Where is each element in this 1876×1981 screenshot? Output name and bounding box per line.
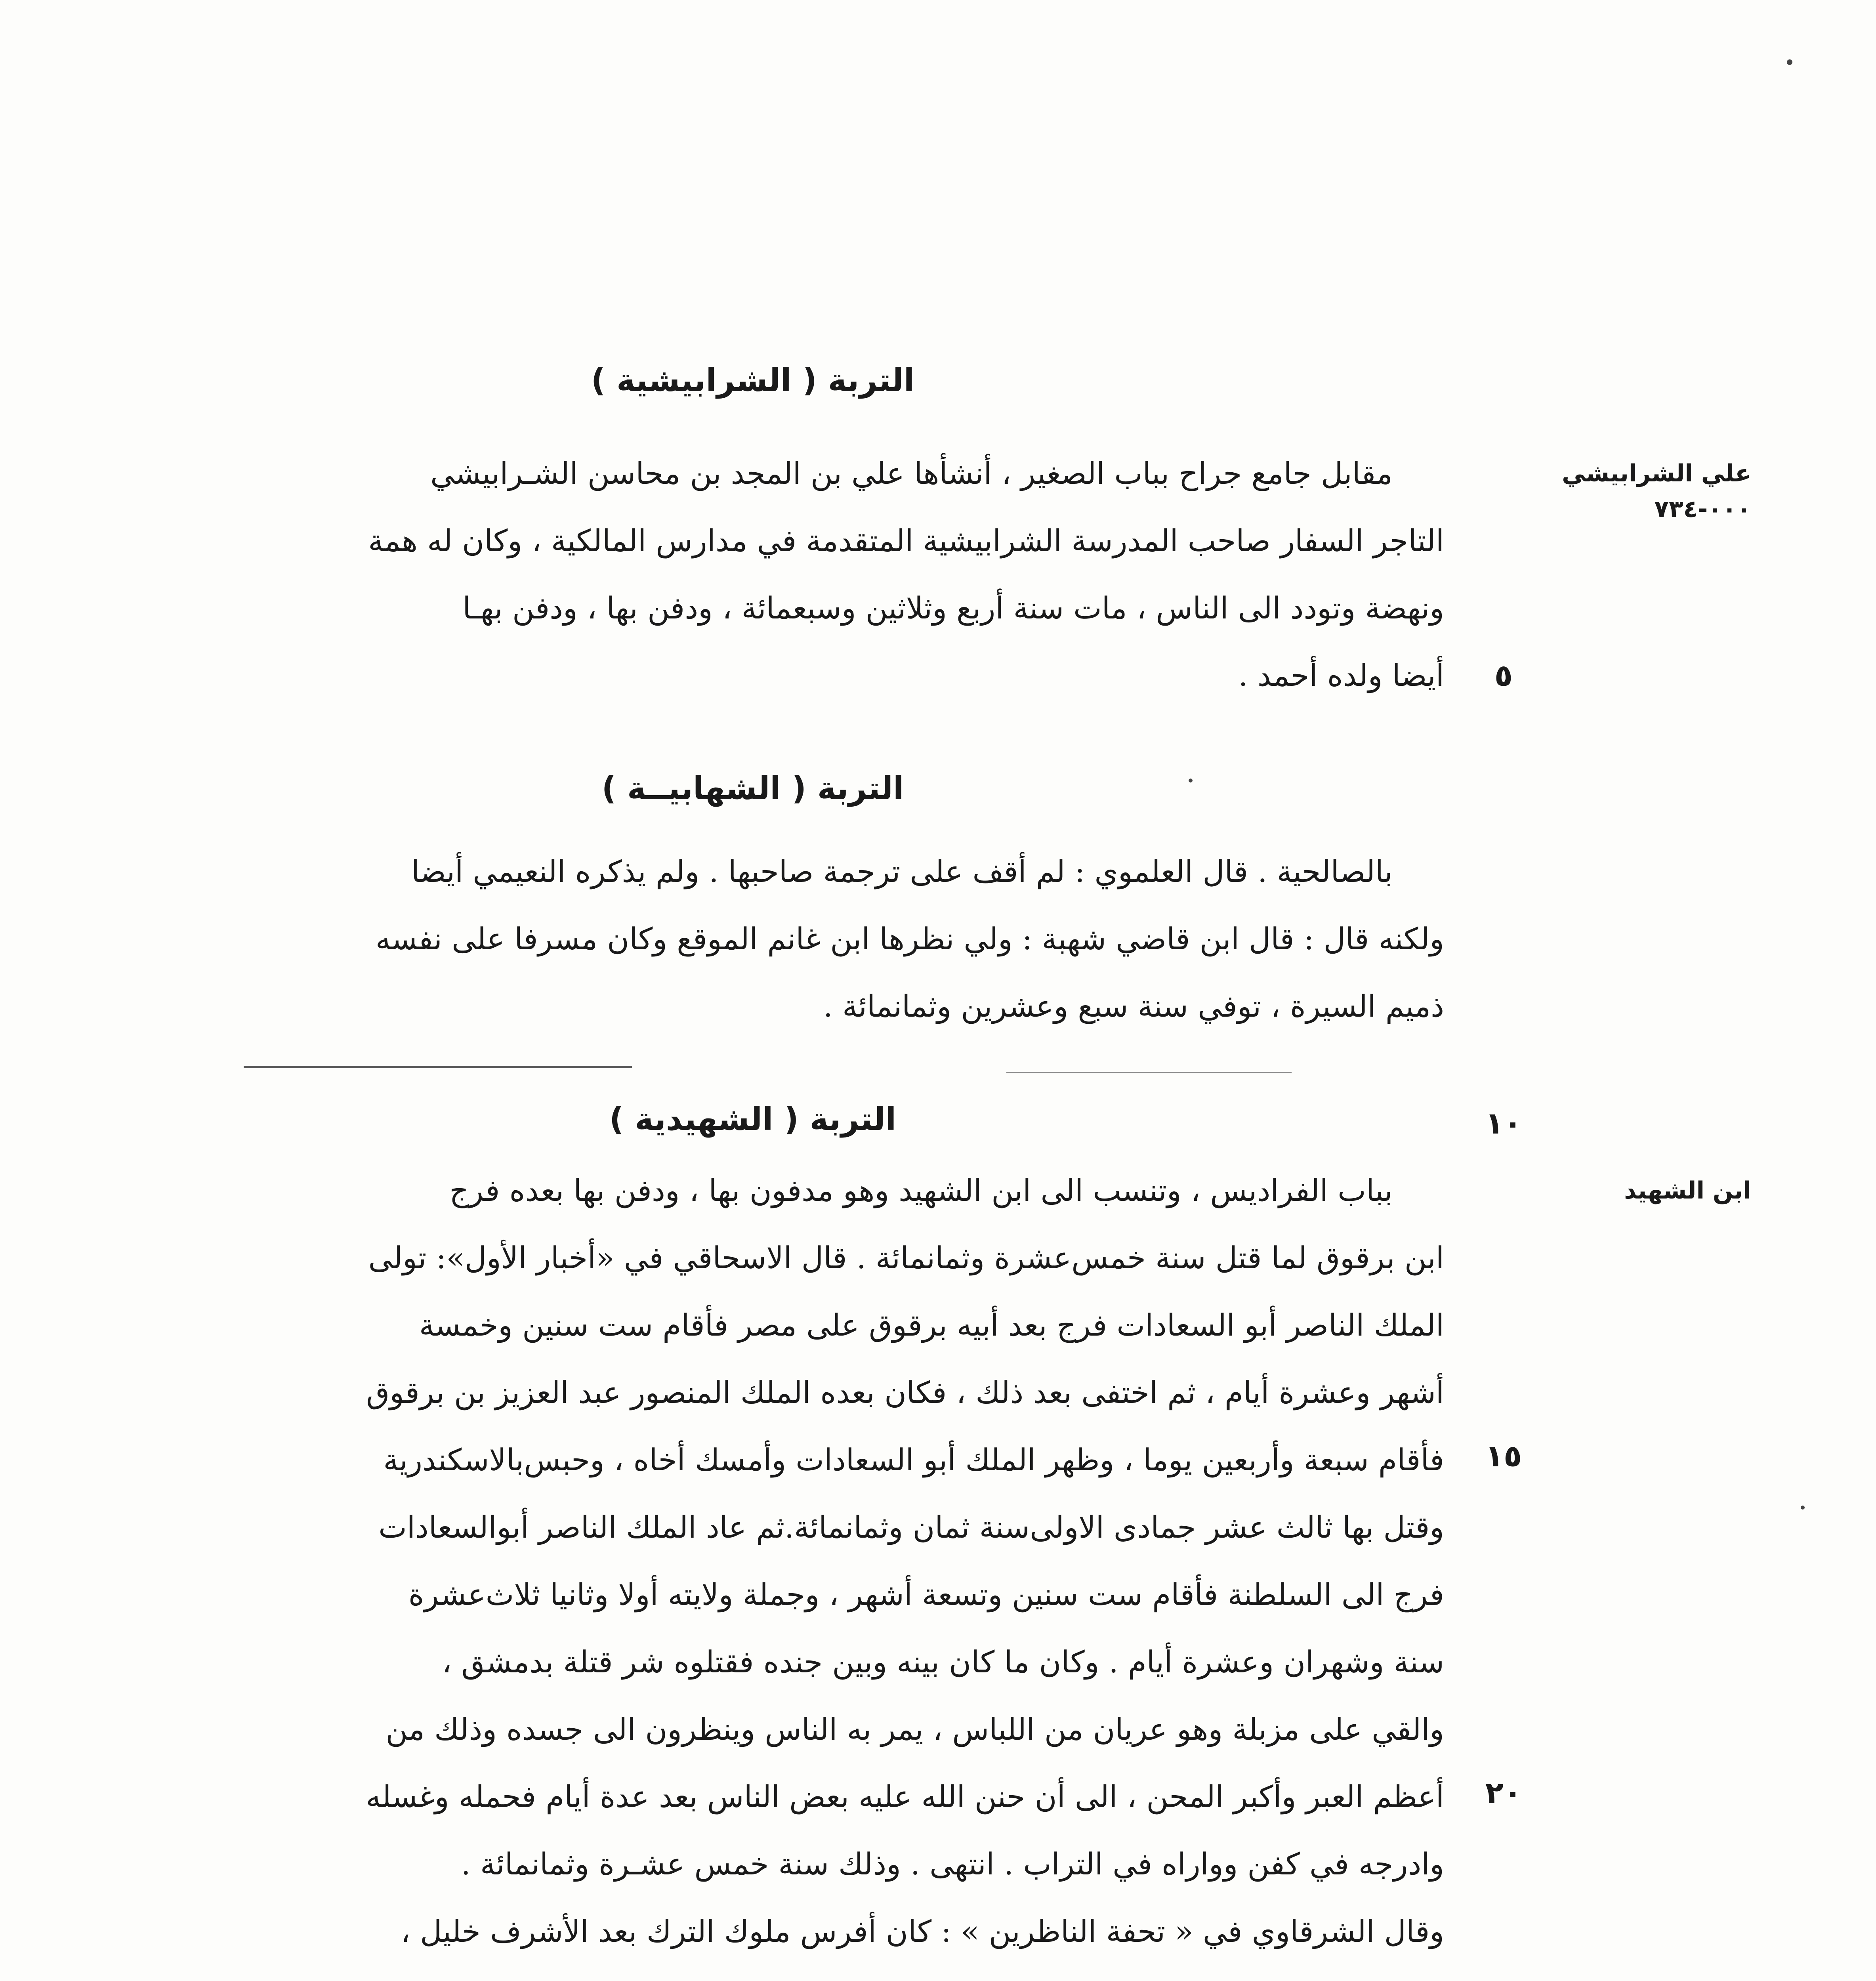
print-speck [1787, 59, 1792, 65]
text-line: ولكنه قال : قال ابن قاضي شهبة : ولي نظرها ابن غانم الموقع وكان مسرفا على نفسه [375, 921, 1444, 956]
text-line: ابن برقوق لما قتل سنة خمس‌عشرة وثمانمائة . قال الاسحاقي في «أخبار الأول»: تولى [368, 1240, 1444, 1275]
text-line: أشهر وعشرة أيام ، ثم اختفى بعد ذلك ، فكان بعده الملك المنصور عبد العزيز بن برقوق [366, 1375, 1444, 1410]
text-line: بالصالحية . قال العلموي : لم أقف على ترجمة صاحبها . ولم يذكره النعيمي أيضا [411, 854, 1393, 889]
text-line: التاجر السفار صاحب المدرسة الشرابيشية المتقدمة في مدارس المالكية ، وكان له همة [368, 523, 1444, 558]
text-line: الملك الناصر أبو السعادات فرج بعد أبيه برقوق على مصر فأقام ست سنين وخمسة [419, 1307, 1444, 1343]
text-line: فرج الى السلطنة فأقام ست سنين وتسعة أشهر ، وجملة ولايته أولا وثانيا ثلاث‌عشرة [408, 1577, 1444, 1612]
print-speck [1801, 1506, 1805, 1510]
text-line: مقابل جامع جراح بباب الصغير ، أنشأها علي بن المجد بن محاسن الشـرابيشي [430, 456, 1393, 491]
section-heading-shihabiyya: التربة ( الشهابيــة ) [601, 770, 904, 807]
line-number: ٢٠ [1485, 1775, 1522, 1810]
text-line: وادرجه في كفن وواراه في التراب . انتهى . وذلك سنة خمس عشـرة وثمانمائة . [461, 1846, 1444, 1882]
marginal-note-ibn-al-shahid [1545, 1173, 1751, 1208]
text-line: ونهضة وتودد الى الناس ، مات سنة أربع وثلاثين وسبعمائة ، ودفن بها ، ودفن بهـا [462, 590, 1444, 626]
text-line: بباب الفراديس ، وتنسب الى ابن الشهيد وهو مدفون بها ، ودفن بها بعده فرج [449, 1173, 1393, 1208]
text-line [204, 1965, 1444, 1981]
marginal-name: ابن الشهيد [1624, 1177, 1751, 1204]
text-line: وقتل بها ثالث عشر جمادى الاولى‌سنة ثمان وثمانمائة.ثم عاد الملك الناصر أبوالسعادات [378, 1510, 1444, 1545]
divider-rule [244, 1066, 632, 1068]
text-line: ذميم السيرة ، توفي سنة سبع وعشرين وثمانمائة . [823, 989, 1444, 1024]
text-line: فأقام سبعة وأربعين يوما ، وظهر الملك أبو السعادات وأمسك أخاه ، وحبس‌بالاسكندرية [383, 1442, 1444, 1477]
line-number: ١٥ [1485, 1438, 1522, 1473]
text-line: والقي على مزبلة وهو عريان من اللباس ، يمر به الناس وينظرون الى جسده وذلك من [386, 1712, 1444, 1747]
text-line: أعظم العبر وأكبر المحن ، الى أن حنن الله عليه بعض الناس بعد عدة أيام فحمله وغسله [366, 1779, 1444, 1814]
text-line: سنة وشهران وعشرة أيام . وكان ما كان بينه وبين جنده فقتلوه شر قتلة بدمشق ، [442, 1644, 1444, 1679]
marginal-note-sharabishi [1545, 456, 1751, 527]
marginal-dates: ٠٠٠-٧٣٤ [1654, 495, 1751, 523]
paragraph-shahidiyya [204, 1157, 1444, 1981]
marginal-name: علي الشرابيشي [1562, 460, 1751, 487]
section-heading-sharabishiyya: التربة ( الشرابيشية ) [591, 362, 915, 399]
text-line: وقال الشرقاوي في « تحفة الناظرين » : كان أفرس ملوك الترك بعد الأشرف خليل ، [401, 1914, 1444, 1949]
section-heading-shahidiyya: التربة ( الشهيدية ) [609, 1101, 897, 1137]
paragraph-shihabiyya [204, 838, 1444, 1040]
divider-rule [1006, 1072, 1292, 1073]
print-speck [1189, 779, 1193, 782]
line-number: ٥ [1494, 658, 1513, 693]
paragraph-sharabishiyya [204, 440, 1444, 709]
line-number: ١٠ [1485, 1105, 1522, 1141]
text-line: أيضا ولده أحمد . [1238, 658, 1444, 693]
